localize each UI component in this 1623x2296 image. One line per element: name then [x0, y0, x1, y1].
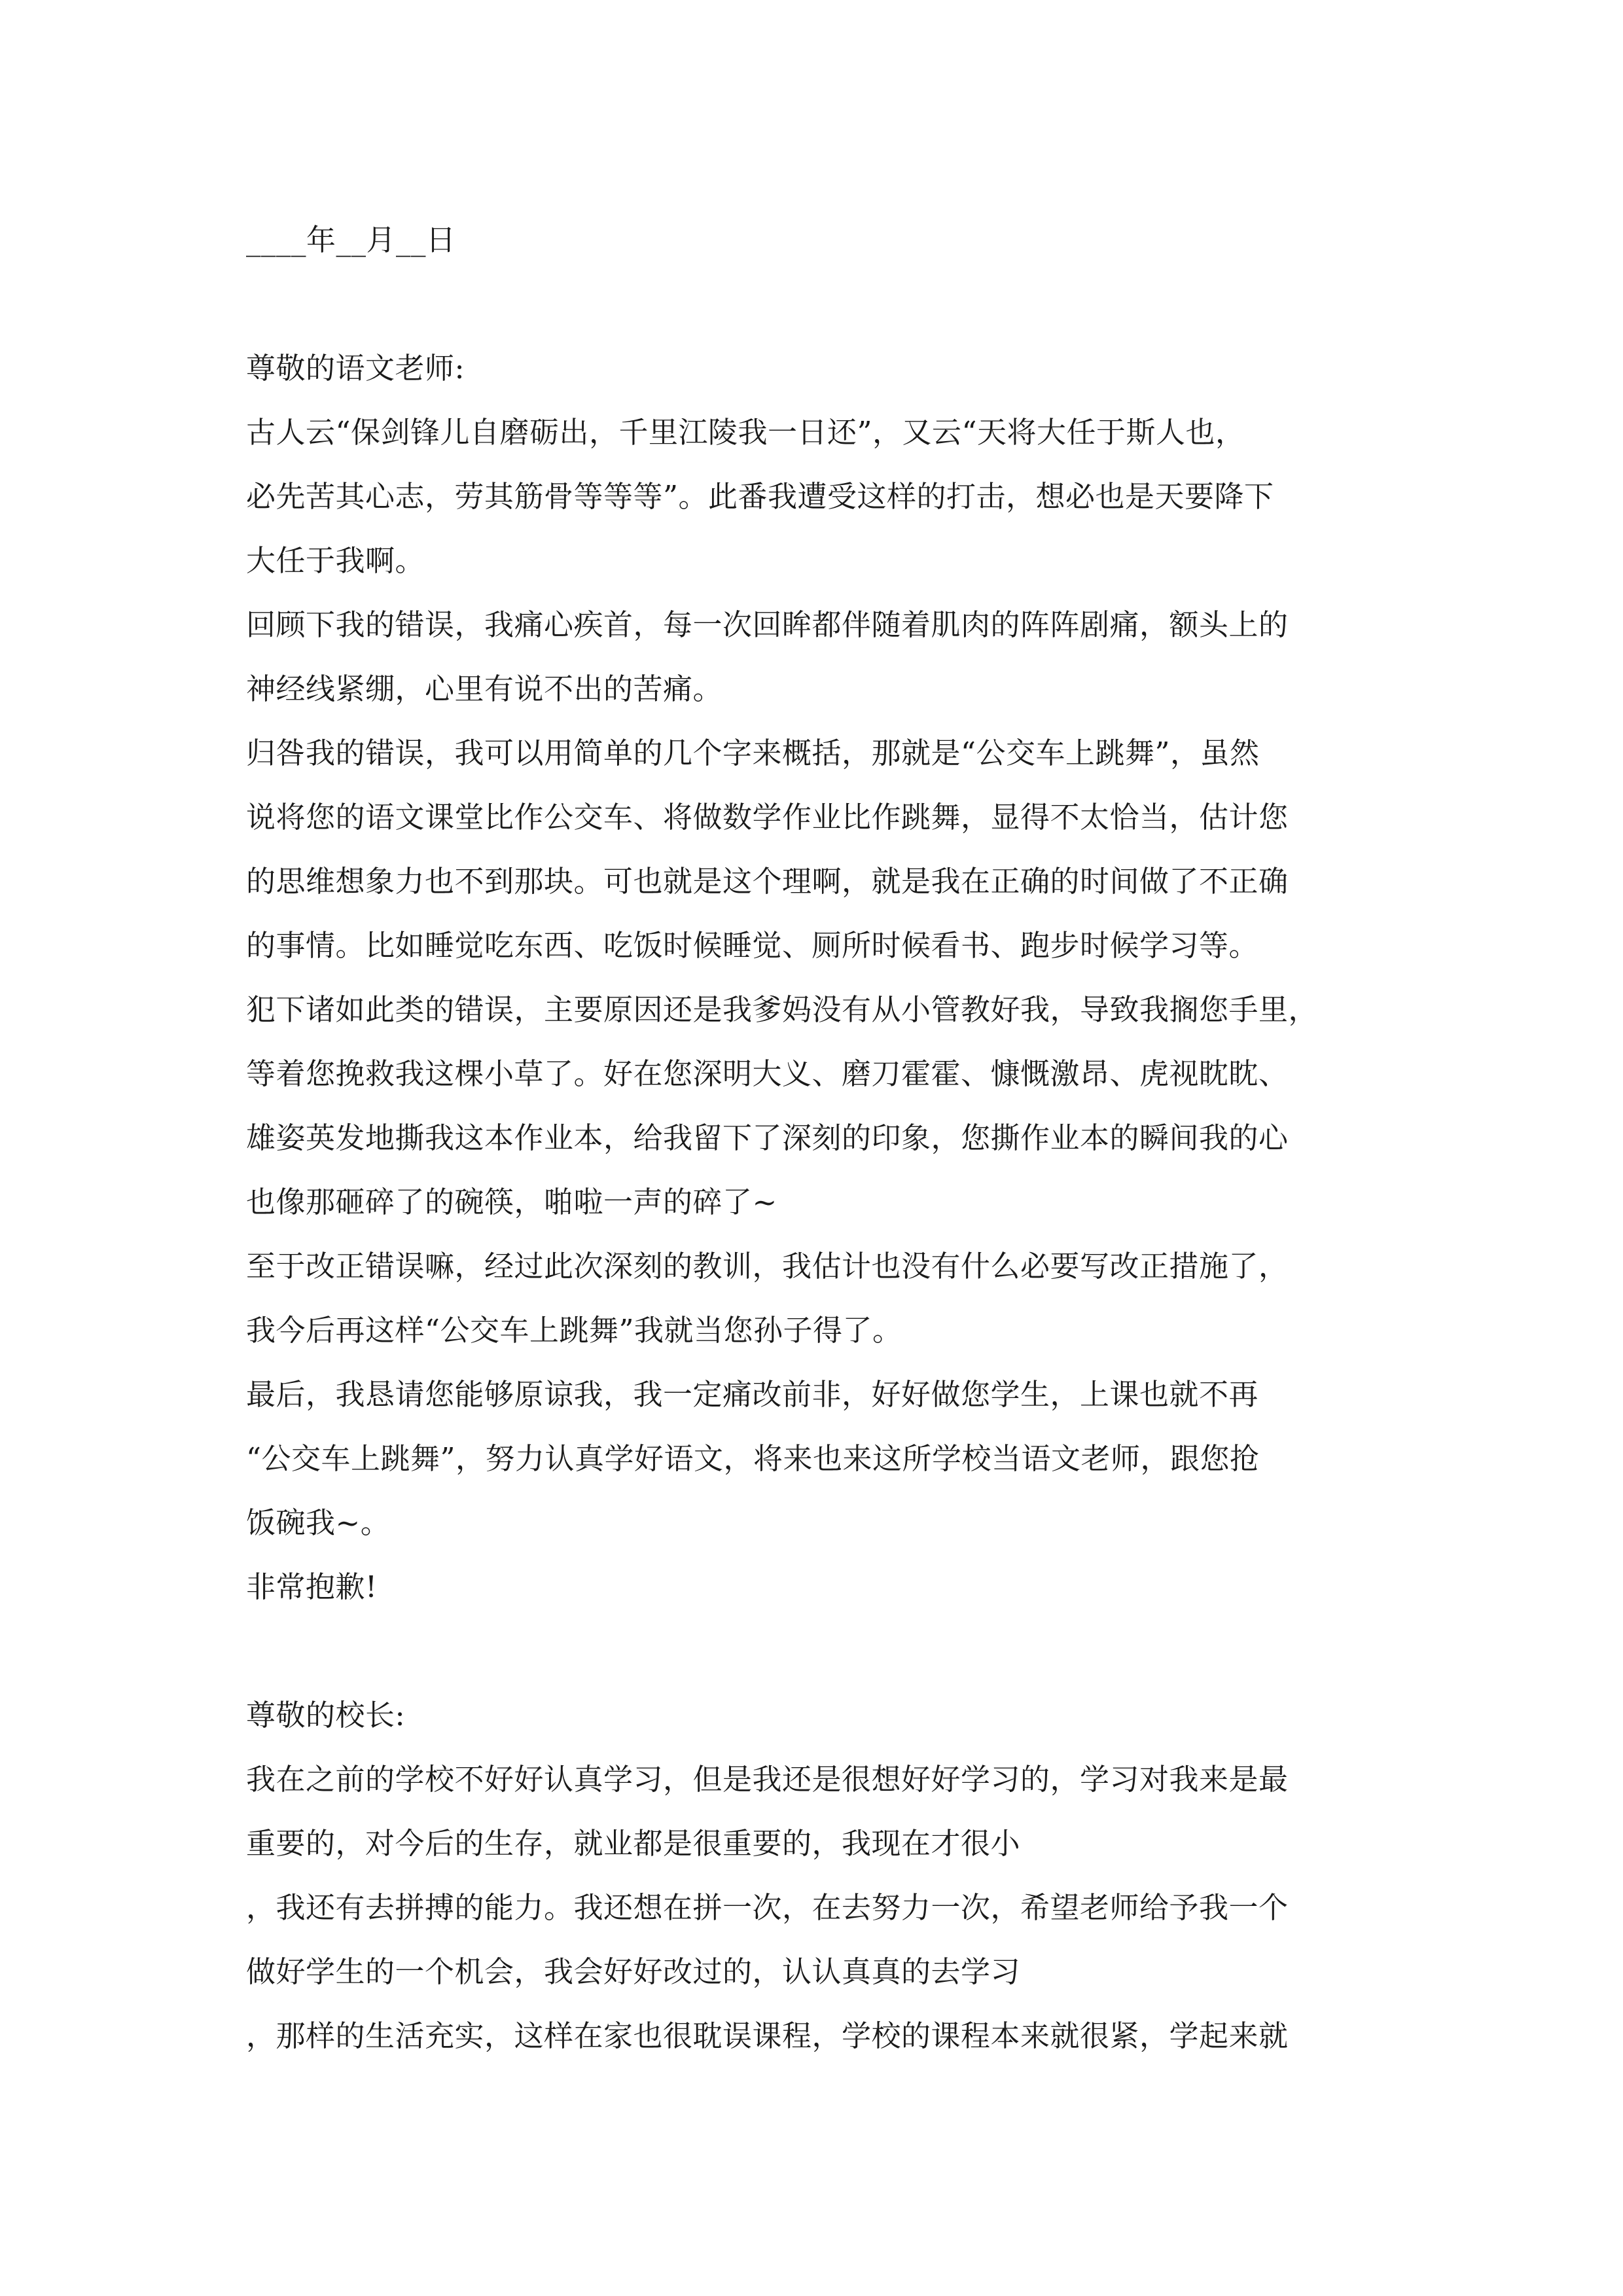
date-line: ____年__月__日	[246, 223, 456, 257]
letter1-line: 神经线紧绷，心里有说不出的苦痛。	[246, 672, 723, 706]
letter2-line: ，那样的生活充实，这样在家也很耽误课程，学校的课程本来就很紧，学起来就	[246, 2018, 1289, 2053]
letter1-line: 古人云“保剑锋儿自磨砺出，千里江陵我一日还”，又云“天将大任于斯人也，	[246, 415, 1245, 450]
letter1-line: 也像那砸碎了的碗筷，啪啦一声的碎了~	[246, 1185, 777, 1219]
letter1-line: 至于改正错误嘛，经过此次深刻的教训，我估计也没有什么必要写改正措施了，	[246, 1249, 1289, 1283]
letter1-closing: 非常抱歉!	[246, 1570, 378, 1604]
letter1-line: 最后，我恳请您能够原谅我，我一定痛改前非，好好做您学生，上课也就不再	[246, 1377, 1259, 1412]
letter1-line: 我今后再这样“公交车上跳舞”我就当您孙子得了。	[246, 1313, 902, 1348]
letter1-line: 等着您挽救我这棵小草了。好在您深明大义、磨刀霍霍、慷慨激昂、虎视眈眈、	[246, 1056, 1289, 1091]
blank-line	[246, 272, 1398, 336]
letter1-line: 犯下诸如此类的错误，主要原因还是我爹妈没有从小管教好我，导致我搁您手里，	[246, 992, 1319, 1027]
letter1-line: 大任于我啊。	[246, 543, 425, 578]
document-body	[246, 208, 1398, 2068]
letter1-line: 的事情。比如睡觉吃东西、吃饭时候睡觉、厕所时候看书、跑步时候学习等。	[246, 928, 1259, 963]
letter2-line: 做好学生的一个机会，我会好好改过的，认认真真的去学习	[246, 1954, 1021, 1989]
letter1-line: 必先苦其心志，劳其筋骨等等等”。此番我遭受这样的打击，想必也是天要降下	[246, 479, 1274, 514]
letter1-salutation: 尊敬的语文老师:	[246, 351, 465, 386]
letter2-line: 重要的，对今后的生存，就业都是很重要的，我现在才很小	[246, 1826, 1021, 1861]
letter2-salutation: 尊敬的校长:	[246, 1698, 406, 1732]
blank-line	[246, 1619, 1398, 1683]
letter2-line: 我在之前的学校不好好认真学习，但是我还是很想好好学习的，学习对我来是最	[246, 1762, 1289, 1797]
letter1-line: 说将您的语文课堂比作公交车、将做数学作业比作跳舞，显得不太恰当，估计您	[246, 800, 1289, 834]
letter1-line: 的思维想象力也不到那块。可也就是这个理啊，就是我在正确的时间做了不正确	[246, 864, 1289, 899]
letter1-line: 饭碗我~。	[246, 1505, 391, 1540]
letter1-line: “公交车上跳舞”，努力认真学好语文，将来也来这所学校当语文老师，跟您抢	[246, 1441, 1260, 1476]
letter1-line: 归咎我的错误，我可以用简单的几个字来概括，那就是“公交车上跳舞”，虽然	[246, 736, 1260, 770]
letter1-line: 回顾下我的错误，我痛心疾首，每一次回眸都伴随着肌肉的阵阵剧痛，额头上的	[246, 607, 1289, 642]
letter1-line: 雄姿英发地撕我这本作业本，给我留下了深刻的印象，您撕作业本的瞬间我的心	[246, 1121, 1289, 1155]
letter2-line: ，我还有去拼搏的能力。我还想在拼一次，在去努力一次，希望老师给予我一个	[246, 1890, 1289, 1925]
